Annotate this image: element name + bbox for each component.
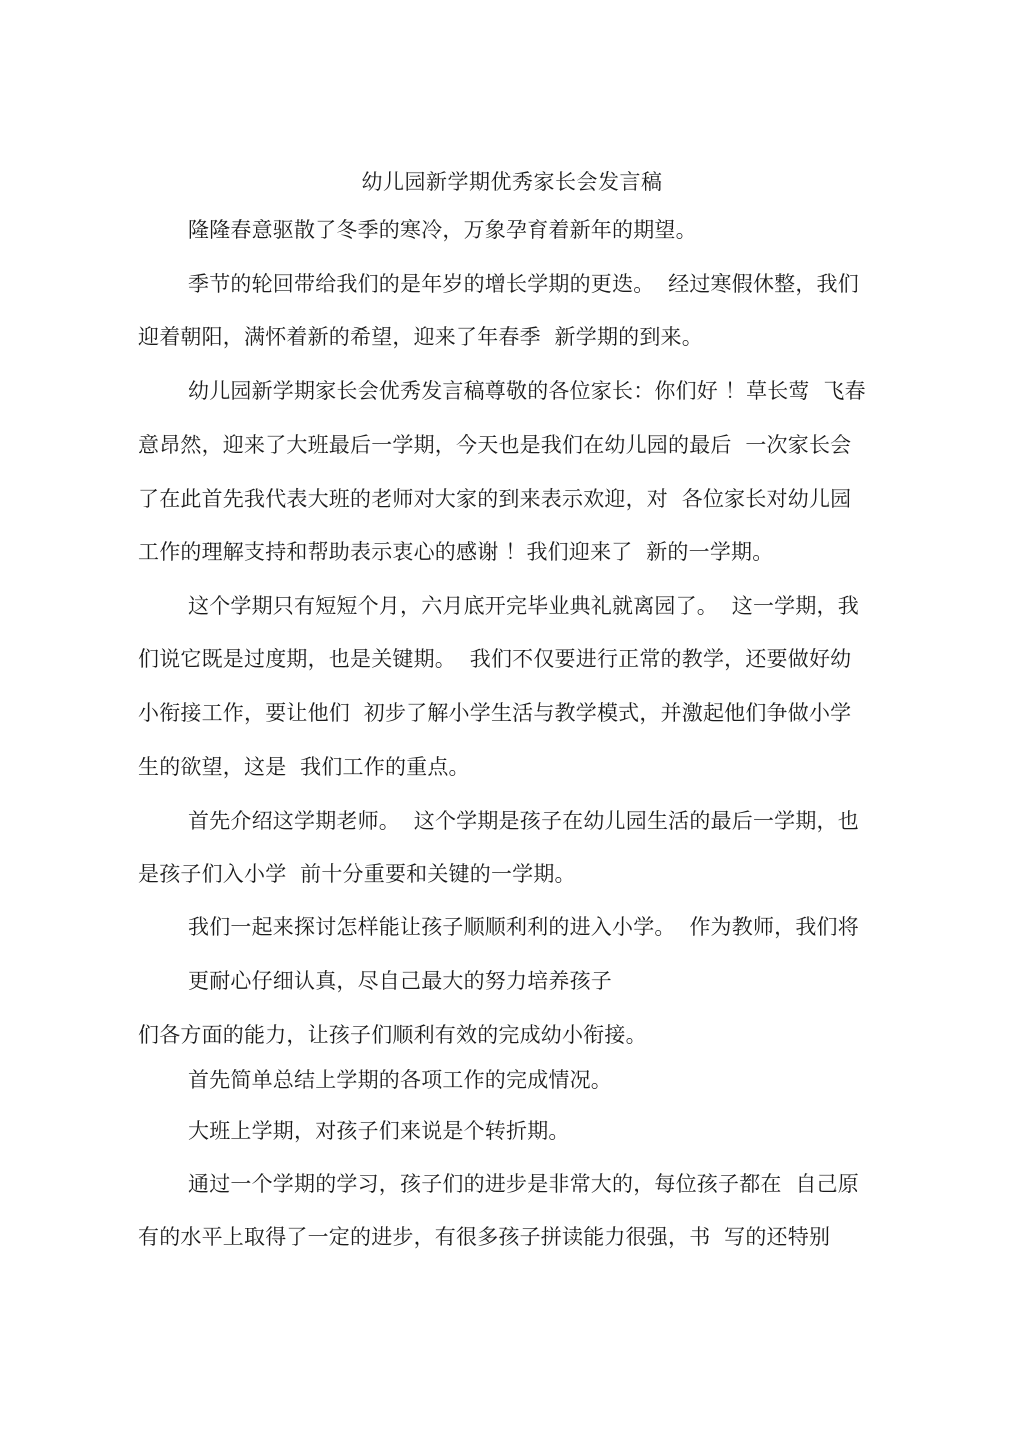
text-line: 季节的轮回带给我们的是年岁的增长学期的更迭。 经过寒假休整，我们 bbox=[188, 272, 859, 296]
text-line: 是孩子们入小学 前十分重要和关键的一学期。 bbox=[138, 862, 576, 886]
text-line: 意昂然，迎来了大班最后一学期，今天也是我们在幼儿园的最后 一次家长会 bbox=[138, 433, 852, 457]
text-line: 工作的理解支持和帮助表示衷心的感谢 ！我们迎来了 新的一学期。 bbox=[138, 540, 774, 564]
text-line: 迎着朝阳，满怀着新的希望，迎来了年春季 新学期的到来。 bbox=[138, 325, 703, 349]
text-line: 通过一个学期的学习，孩子们的进步是非常大的，每位孩子都在 自己原 bbox=[188, 1172, 859, 1196]
text-line: 这个学期只有短短个月，六月底开完毕业典礼就离园了。 这一学期，我 bbox=[188, 594, 859, 618]
text-line: 生的欲望，这是 我们工作的重点。 bbox=[138, 755, 470, 779]
text-line: 首先简单总结上学期的各项工作的完成情况。 bbox=[188, 1068, 612, 1092]
document-title: 幼儿园新学期优秀家长会发言稿 bbox=[361, 170, 663, 194]
text-line: 首先介绍这学期老师。 这个学期是孩子在幼儿园生活的最后一学期，也 bbox=[188, 809, 859, 833]
text-line: 大班上学期，对孩子们来说是个转折期。 bbox=[188, 1119, 570, 1143]
text-line: 们说它既是过度期，也是关键期。 我们不仅要进行正常的教学，还要做好幼 bbox=[138, 647, 852, 671]
text-line: 小衔接工作，要让他们 初步了解小学生活与教学模式，并激起他们争做小学 bbox=[138, 701, 852, 725]
text-line: 更耐心仔细认真，尽自己最大的努力培养孩子 bbox=[188, 969, 612, 993]
text-line: 有的水平上取得了一定的进步，有很多孩子拼读能力很强，书 写的还特别 bbox=[138, 1225, 831, 1249]
text-line: 们各方面的能力，让孩子们顺利有效的完成幼小衔接。 bbox=[138, 1023, 647, 1047]
text-line: 幼儿园新学期家长会优秀发言稿尊敬的各位家长：你们好 ！草长莺 飞春 bbox=[188, 379, 866, 403]
text-line: 隆隆春意驱散了冬季的寒冷，万象孕育着新年的期望。 bbox=[188, 218, 697, 242]
text-line: 了在此首先我代表大班的老师对大家的到来表示欢迎，对 各位家长对幼儿园 bbox=[138, 487, 852, 511]
text-line: 我们一起来探讨怎样能让孩子顺顺利利的进入小学。 作为教师，我们将 bbox=[188, 915, 859, 939]
